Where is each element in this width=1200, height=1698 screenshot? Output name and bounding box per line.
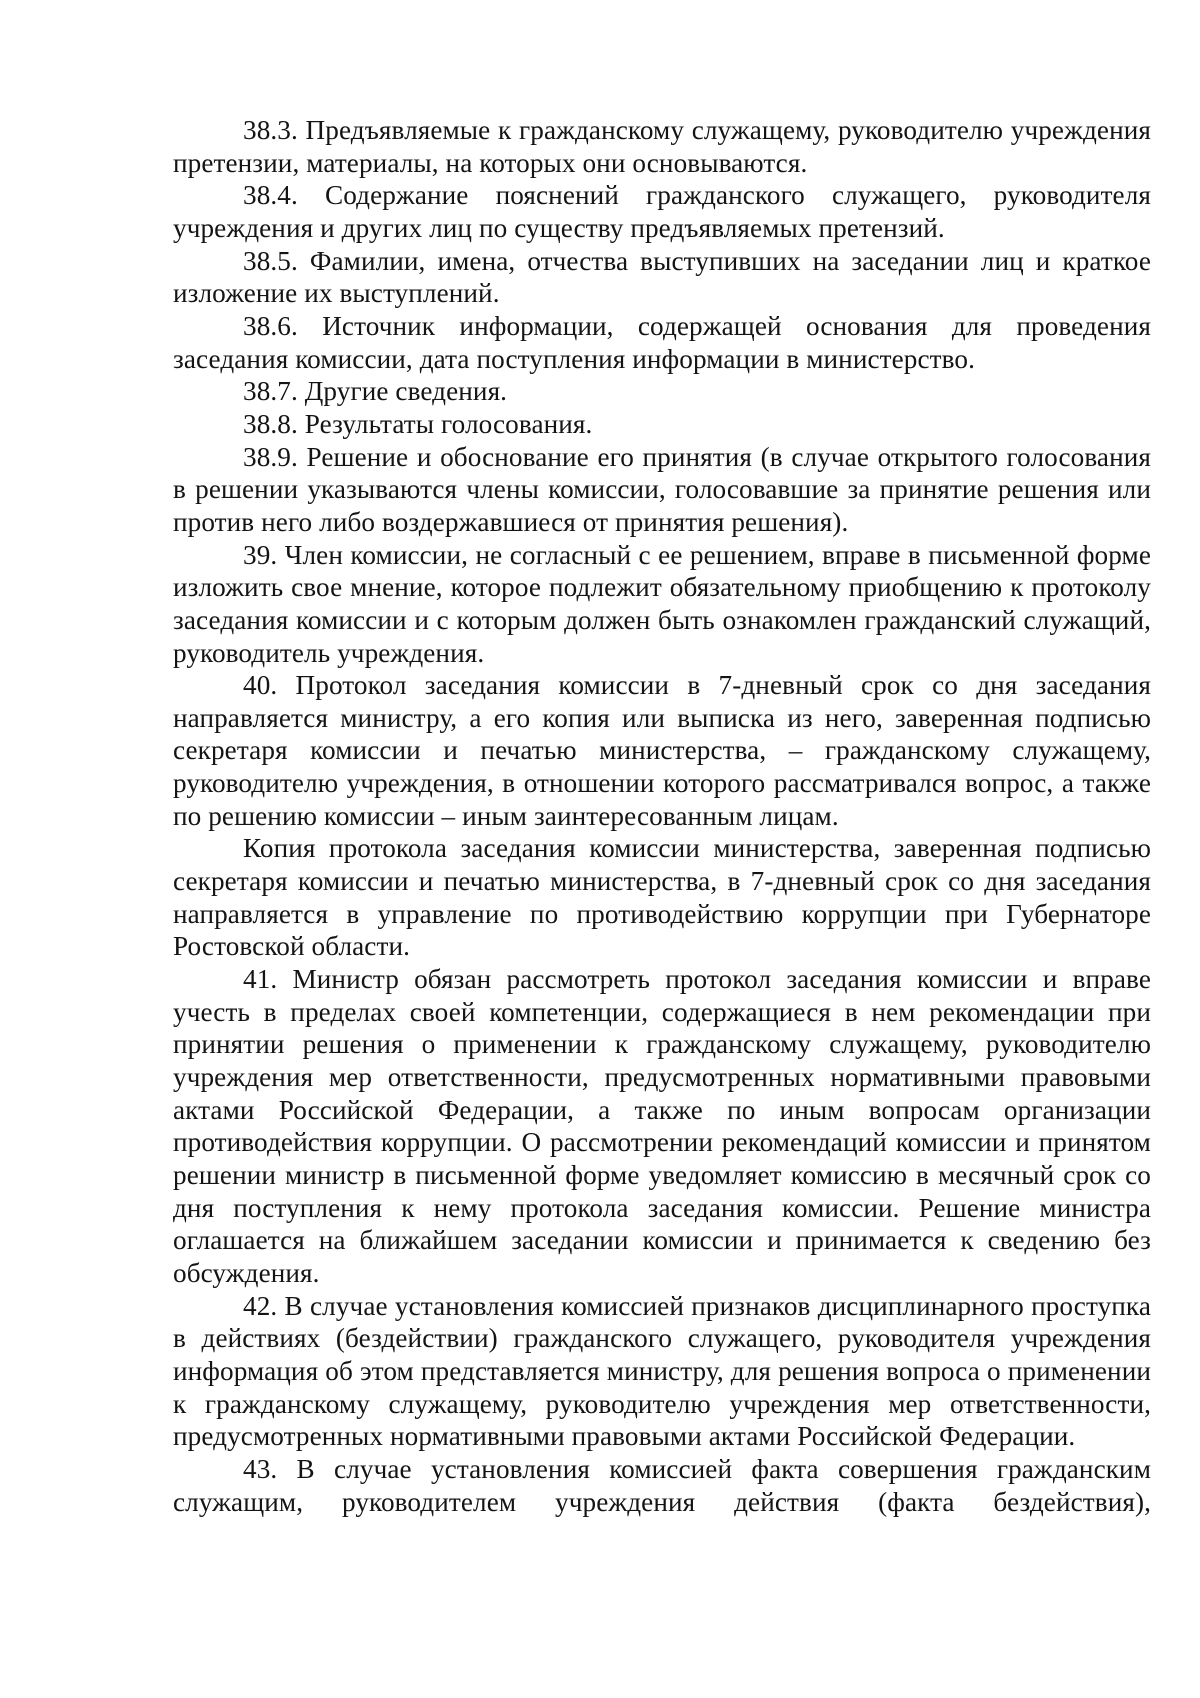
paragraph-40: 40. Протокол заседания комиссии в 7-дневный срок со дня заседания направляется министру, а его копия или выписка из него, заверенная подписью секретаря комиссии и печатью министерства, – гражданскому служащему, руководителю учреждения, в отношении которого рассматривался вопрос, а также по решению комиссии – иным заинтересованным лицам.: [173, 670, 1151, 831]
paragraph-41: 41. Министр обязан рассмотреть протокол заседания комиссии и вправе учесть в пределах своей компетенции, содержащиеся в нем рекомендации при принятии решения о применении к гражданскому служащему, руководителю учреждения мер ответственности, предусмотренных нормативными правовыми актами Российской Федерации, а также по иным вопросам организации противодействия коррупции. О рассмотрении рекомендаций комиссии и принятом решении министр в письменной форме уведомляет комиссию в месячный срок со дня поступления к нему протокола заседания комиссии. Решение министра оглашается на ближайшем заседании комиссии и принимается к сведению без обсуждения.: [173, 964, 1151, 1288]
paragraph-42: 42. В случае установления комиссией признаков дисциплинарного проступка в действиях (бездействии) гражданского служащего, руководителя учреждения информация об этом представляется министру, для решения вопроса о применении к гражданскому служащему, руководителю учреждения мер ответственности, предусмотренных нормативными правовыми актами Российской Федерации.: [173, 1290, 1151, 1452]
paragraph-43: 43. В случае установления комиссией факта совершения гражданским служащим, руководителем учреждения действия (факта бездействия),: [173, 1453, 1151, 1517]
paragraph-38-4: 38.4. Содержание пояснений гражданского служащего, руководителя учреждения и других лиц по существу предъявляемых претензий.: [173, 180, 1151, 243]
paragraph-38-8: 38.8. Результаты голосования.: [243, 408, 593, 439]
paragraph-39: 39. Член комиссии, не согласный с ее решением, вправе в письменной форме изложить свое мнение, которое подлежит обязательному приобщению к протоколу заседания комиссии и с которым должен быть ознакомлен гражданский служащий, руководитель учреждения.: [173, 539, 1151, 668]
paragraph-38-7: 38.7. Другие сведения.: [243, 376, 508, 407]
document-body: [173, 114, 1151, 1518]
paragraph-38-3: 38.3. Предъявляемые к гражданскому служащему, руководителю учреждения претензии, материалы, на которых они основываются.: [173, 115, 1151, 178]
paragraph-40-copy: Копия протокола заседания комиссии министерства, заверенная подписью секретаря комиссии и печатью министерства, в 7-дневный срок со дня заседания направляется в управление по противодействию коррупции при Губернаторе Ростовской области.: [173, 833, 1151, 962]
paragraph-38-6: 38.6. Источник информации, содержащей основания для проведения заседания комиссии, дата поступления информации в министерство.: [173, 310, 1151, 374]
paragraph-38-5: 38.5. Фамилии, имена, отчества выступивших на заседании лиц и краткое изложение их выступлений.: [173, 245, 1151, 309]
paragraph-38-9: 38.9. Решение и обоснование его принятия (в случае открытого голосования в решении указываются члены комиссии, голосовавшие за принятие решения или против него либо воздержавшиеся от принятия решения).: [173, 441, 1151, 537]
